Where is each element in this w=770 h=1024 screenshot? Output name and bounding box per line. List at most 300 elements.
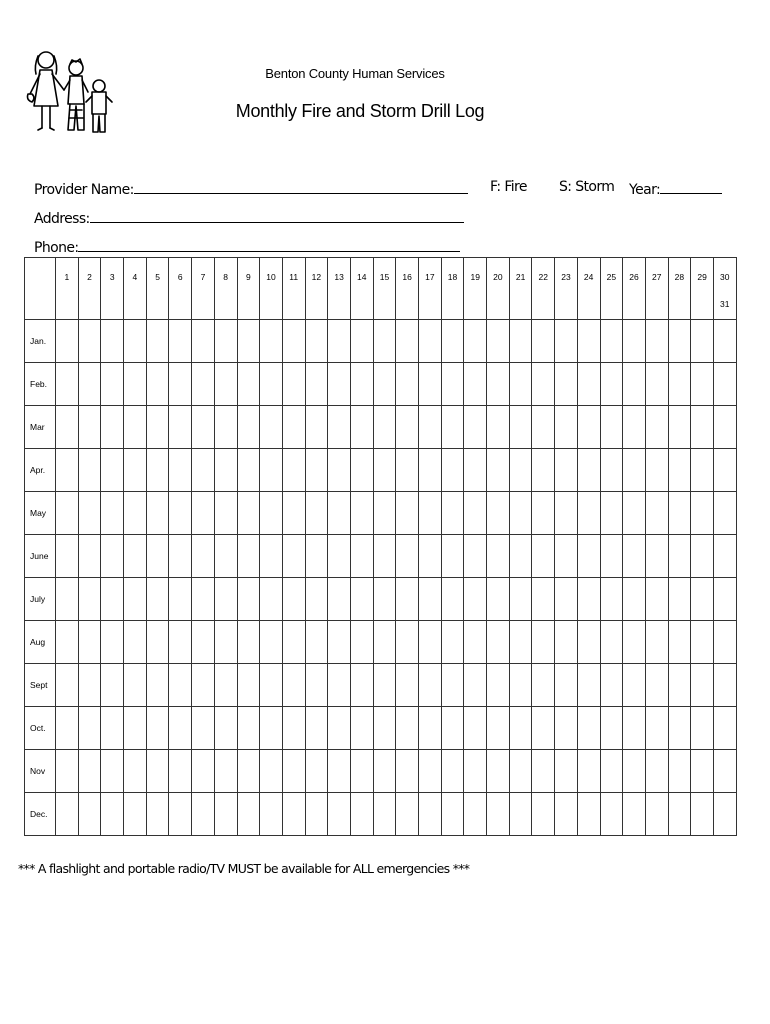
drill-entry-cell[interactable] xyxy=(214,363,237,406)
drill-entry-cell[interactable] xyxy=(645,707,668,750)
drill-entry-cell[interactable] xyxy=(532,492,555,535)
drill-entry-cell[interactable] xyxy=(645,621,668,664)
drill-entry-cell[interactable] xyxy=(487,664,510,707)
drill-entry-cell[interactable] xyxy=(350,320,373,363)
drill-entry-cell[interactable] xyxy=(78,707,101,750)
drill-entry-cell[interactable] xyxy=(623,535,646,578)
drill-entry-cell[interactable] xyxy=(169,621,192,664)
drill-entry-cell[interactable] xyxy=(577,750,600,793)
drill-entry-cell[interactable] xyxy=(419,707,442,750)
drill-entry-cell[interactable] xyxy=(396,578,419,621)
drill-entry-cell[interactable] xyxy=(645,578,668,621)
drill-entry-cell[interactable] xyxy=(260,578,283,621)
drill-entry-cell[interactable] xyxy=(577,664,600,707)
drill-entry-cell[interactable] xyxy=(396,320,419,363)
drill-entry-cell[interactable] xyxy=(373,793,396,836)
drill-entry-cell[interactable] xyxy=(532,578,555,621)
drill-entry-cell[interactable] xyxy=(713,492,736,535)
drill-entry-cell[interactable] xyxy=(328,707,351,750)
drill-entry-cell[interactable] xyxy=(192,664,215,707)
year-line[interactable] xyxy=(660,179,722,194)
drill-entry-cell[interactable] xyxy=(509,793,532,836)
drill-entry-cell[interactable] xyxy=(577,363,600,406)
drill-entry-cell[interactable] xyxy=(419,492,442,535)
drill-entry-cell[interactable] xyxy=(101,793,124,836)
drill-entry-cell[interactable] xyxy=(260,406,283,449)
drill-entry-cell[interactable] xyxy=(713,664,736,707)
drill-entry-cell[interactable] xyxy=(623,406,646,449)
drill-entry-cell[interactable] xyxy=(192,492,215,535)
drill-entry-cell[interactable] xyxy=(124,449,147,492)
drill-entry-cell[interactable] xyxy=(464,406,487,449)
drill-entry-cell[interactable] xyxy=(373,750,396,793)
drill-entry-cell[interactable] xyxy=(441,406,464,449)
drill-entry-cell[interactable] xyxy=(350,707,373,750)
provider-name-line[interactable] xyxy=(134,179,468,194)
drill-entry-cell[interactable] xyxy=(396,793,419,836)
drill-entry-cell[interactable] xyxy=(305,664,328,707)
drill-entry-cell[interactable] xyxy=(328,750,351,793)
drill-entry-cell[interactable] xyxy=(668,707,691,750)
drill-entry-cell[interactable] xyxy=(645,750,668,793)
drill-entry-cell[interactable] xyxy=(214,449,237,492)
drill-entry-cell[interactable] xyxy=(509,535,532,578)
drill-entry-cell[interactable] xyxy=(124,750,147,793)
drill-entry-cell[interactable] xyxy=(146,750,169,793)
drill-entry-cell[interactable] xyxy=(441,793,464,836)
drill-entry-cell[interactable] xyxy=(282,664,305,707)
drill-entry-cell[interactable] xyxy=(146,449,169,492)
drill-entry-cell[interactable] xyxy=(78,363,101,406)
drill-entry-cell[interactable] xyxy=(56,664,79,707)
drill-entry-cell[interactable] xyxy=(124,492,147,535)
drill-entry-cell[interactable] xyxy=(396,363,419,406)
drill-entry-cell[interactable] xyxy=(555,707,578,750)
drill-entry-cell[interactable] xyxy=(668,449,691,492)
drill-entry-cell[interactable] xyxy=(691,707,714,750)
drill-entry-cell[interactable] xyxy=(532,707,555,750)
drill-entry-cell[interactable] xyxy=(509,750,532,793)
drill-entry-cell[interactable] xyxy=(282,621,305,664)
drill-entry-cell[interactable] xyxy=(532,750,555,793)
drill-entry-cell[interactable] xyxy=(668,535,691,578)
drill-entry-cell[interactable] xyxy=(623,793,646,836)
drill-entry-cell[interactable] xyxy=(691,664,714,707)
drill-entry-cell[interactable] xyxy=(464,707,487,750)
drill-entry-cell[interactable] xyxy=(600,621,623,664)
drill-entry-cell[interactable] xyxy=(260,492,283,535)
drill-entry-cell[interactable] xyxy=(623,363,646,406)
drill-entry-cell[interactable] xyxy=(373,492,396,535)
drill-entry-cell[interactable] xyxy=(101,621,124,664)
drill-entry-cell[interactable] xyxy=(214,621,237,664)
drill-entry-cell[interactable] xyxy=(350,406,373,449)
drill-entry-cell[interactable] xyxy=(713,793,736,836)
drill-entry-cell[interactable] xyxy=(237,492,260,535)
drill-entry-cell[interactable] xyxy=(56,535,79,578)
drill-entry-cell[interactable] xyxy=(169,449,192,492)
drill-entry-cell[interactable] xyxy=(328,793,351,836)
drill-entry-cell[interactable] xyxy=(350,664,373,707)
drill-entry-cell[interactable] xyxy=(56,363,79,406)
drill-entry-cell[interactable] xyxy=(328,363,351,406)
drill-entry-cell[interactable] xyxy=(78,578,101,621)
drill-entry-cell[interactable] xyxy=(146,793,169,836)
drill-entry-cell[interactable] xyxy=(192,535,215,578)
drill-entry-cell[interactable] xyxy=(260,449,283,492)
drill-entry-cell[interactable] xyxy=(600,535,623,578)
drill-entry-cell[interactable] xyxy=(713,449,736,492)
drill-entry-cell[interactable] xyxy=(305,578,328,621)
drill-entry-cell[interactable] xyxy=(237,621,260,664)
drill-entry-cell[interactable] xyxy=(146,406,169,449)
drill-entry-cell[interactable] xyxy=(56,750,79,793)
drill-entry-cell[interactable] xyxy=(192,621,215,664)
drill-entry-cell[interactable] xyxy=(668,363,691,406)
drill-entry-cell[interactable] xyxy=(56,492,79,535)
drill-entry-cell[interactable] xyxy=(373,707,396,750)
drill-entry-cell[interactable] xyxy=(600,578,623,621)
drill-entry-cell[interactable] xyxy=(668,793,691,836)
drill-entry-cell[interactable] xyxy=(441,707,464,750)
drill-entry-cell[interactable] xyxy=(419,320,442,363)
drill-entry-cell[interactable] xyxy=(214,707,237,750)
drill-entry-cell[interactable] xyxy=(350,793,373,836)
drill-entry-cell[interactable] xyxy=(169,363,192,406)
drill-entry-cell[interactable] xyxy=(56,707,79,750)
drill-entry-cell[interactable] xyxy=(169,406,192,449)
drill-entry-cell[interactable] xyxy=(192,363,215,406)
drill-entry-cell[interactable] xyxy=(237,406,260,449)
drill-entry-cell[interactable] xyxy=(214,492,237,535)
drill-entry-cell[interactable] xyxy=(282,363,305,406)
drill-entry-cell[interactable] xyxy=(282,449,305,492)
drill-entry-cell[interactable] xyxy=(464,793,487,836)
drill-entry-cell[interactable] xyxy=(441,320,464,363)
drill-entry-cell[interactable] xyxy=(373,363,396,406)
drill-entry-cell[interactable] xyxy=(577,320,600,363)
drill-entry-cell[interactable] xyxy=(487,363,510,406)
drill-entry-cell[interactable] xyxy=(555,449,578,492)
drill-entry-cell[interactable] xyxy=(305,707,328,750)
drill-entry-cell[interactable] xyxy=(56,406,79,449)
year-field[interactable] xyxy=(629,179,722,198)
drill-entry-cell[interactable] xyxy=(350,363,373,406)
drill-entry-cell[interactable] xyxy=(419,621,442,664)
drill-entry-cell[interactable] xyxy=(487,535,510,578)
drill-entry-cell[interactable] xyxy=(464,750,487,793)
drill-entry-cell[interactable] xyxy=(691,363,714,406)
drill-entry-cell[interactable] xyxy=(373,578,396,621)
drill-entry-cell[interactable] xyxy=(419,664,442,707)
drill-entry-cell[interactable] xyxy=(350,578,373,621)
drill-entry-cell[interactable] xyxy=(668,406,691,449)
drill-entry-cell[interactable] xyxy=(487,578,510,621)
drill-entry-cell[interactable] xyxy=(441,449,464,492)
drill-entry-cell[interactable] xyxy=(600,707,623,750)
drill-entry-cell[interactable] xyxy=(645,793,668,836)
drill-entry-cell[interactable] xyxy=(260,793,283,836)
drill-entry-cell[interactable] xyxy=(600,363,623,406)
drill-entry-cell[interactable] xyxy=(577,621,600,664)
drill-entry-cell[interactable] xyxy=(713,750,736,793)
drill-entry-cell[interactable] xyxy=(487,492,510,535)
drill-entry-cell[interactable] xyxy=(555,535,578,578)
drill-entry-cell[interactable] xyxy=(668,492,691,535)
drill-entry-cell[interactable] xyxy=(237,578,260,621)
drill-entry-cell[interactable] xyxy=(555,664,578,707)
drill-entry-cell[interactable] xyxy=(691,406,714,449)
drill-entry-cell[interactable] xyxy=(146,578,169,621)
drill-entry-cell[interactable] xyxy=(396,664,419,707)
drill-entry-cell[interactable] xyxy=(464,621,487,664)
drill-entry-cell[interactable] xyxy=(328,320,351,363)
drill-entry-cell[interactable] xyxy=(555,750,578,793)
drill-entry-cell[interactable] xyxy=(237,793,260,836)
drill-entry-cell[interactable] xyxy=(56,621,79,664)
drill-entry-cell[interactable] xyxy=(237,707,260,750)
drill-entry-cell[interactable] xyxy=(713,535,736,578)
drill-entry-cell[interactable] xyxy=(78,535,101,578)
drill-entry-cell[interactable] xyxy=(509,492,532,535)
drill-entry-cell[interactable] xyxy=(328,449,351,492)
drill-entry-cell[interactable] xyxy=(509,406,532,449)
drill-entry-cell[interactable] xyxy=(101,492,124,535)
drill-entry-cell[interactable] xyxy=(192,406,215,449)
drill-entry-cell[interactable] xyxy=(555,492,578,535)
drill-entry-cell[interactable] xyxy=(487,449,510,492)
drill-entry-cell[interactable] xyxy=(101,449,124,492)
drill-entry-cell[interactable] xyxy=(419,793,442,836)
drill-entry-cell[interactable] xyxy=(101,363,124,406)
drill-entry-cell[interactable] xyxy=(328,535,351,578)
drill-entry-cell[interactable] xyxy=(668,664,691,707)
drill-entry-cell[interactable] xyxy=(464,449,487,492)
drill-entry-cell[interactable] xyxy=(555,320,578,363)
drill-entry-cell[interactable] xyxy=(509,320,532,363)
drill-entry-cell[interactable] xyxy=(56,320,79,363)
drill-entry-cell[interactable] xyxy=(78,793,101,836)
drill-entry-cell[interactable] xyxy=(600,664,623,707)
drill-entry-cell[interactable] xyxy=(56,793,79,836)
drill-entry-cell[interactable] xyxy=(441,664,464,707)
drill-entry-cell[interactable] xyxy=(441,750,464,793)
drill-entry-cell[interactable] xyxy=(645,492,668,535)
drill-entry-cell[interactable] xyxy=(623,320,646,363)
drill-entry-cell[interactable] xyxy=(192,320,215,363)
drill-entry-cell[interactable] xyxy=(328,578,351,621)
drill-entry-cell[interactable] xyxy=(532,621,555,664)
drill-entry-cell[interactable] xyxy=(373,449,396,492)
drill-entry-cell[interactable] xyxy=(260,664,283,707)
drill-entry-cell[interactable] xyxy=(101,664,124,707)
drill-entry-cell[interactable] xyxy=(305,406,328,449)
drill-entry-cell[interactable] xyxy=(373,621,396,664)
drill-entry-cell[interactable] xyxy=(623,707,646,750)
drill-entry-cell[interactable] xyxy=(419,406,442,449)
drill-entry-cell[interactable] xyxy=(192,750,215,793)
drill-entry-cell[interactable] xyxy=(713,320,736,363)
drill-entry-cell[interactable] xyxy=(282,406,305,449)
drill-entry-cell[interactable] xyxy=(487,750,510,793)
drill-entry-cell[interactable] xyxy=(237,664,260,707)
drill-entry-cell[interactable] xyxy=(78,449,101,492)
drill-entry-cell[interactable] xyxy=(101,707,124,750)
drill-entry-cell[interactable] xyxy=(350,750,373,793)
drill-entry-cell[interactable] xyxy=(691,750,714,793)
drill-entry-cell[interactable] xyxy=(328,492,351,535)
drill-entry-cell[interactable] xyxy=(691,535,714,578)
drill-entry-cell[interactable] xyxy=(487,320,510,363)
drill-entry-cell[interactable] xyxy=(282,793,305,836)
drill-entry-cell[interactable] xyxy=(350,535,373,578)
drill-entry-cell[interactable] xyxy=(487,793,510,836)
drill-entry-cell[interactable] xyxy=(124,664,147,707)
drill-entry-cell[interactable] xyxy=(373,406,396,449)
drill-entry-cell[interactable] xyxy=(146,621,169,664)
drill-entry-cell[interactable] xyxy=(373,664,396,707)
drill-entry-cell[interactable] xyxy=(623,578,646,621)
drill-entry-cell[interactable] xyxy=(691,578,714,621)
drill-entry-cell[interactable] xyxy=(214,578,237,621)
drill-entry-cell[interactable] xyxy=(101,578,124,621)
drill-entry-cell[interactable] xyxy=(623,449,646,492)
drill-entry-cell[interactable] xyxy=(214,320,237,363)
drill-entry-cell[interactable] xyxy=(464,535,487,578)
drill-entry-cell[interactable] xyxy=(577,578,600,621)
drill-entry-cell[interactable] xyxy=(282,707,305,750)
drill-entry-cell[interactable] xyxy=(78,320,101,363)
drill-entry-cell[interactable] xyxy=(441,535,464,578)
drill-entry-cell[interactable] xyxy=(600,406,623,449)
drill-entry-cell[interactable] xyxy=(577,535,600,578)
drill-entry-cell[interactable] xyxy=(464,492,487,535)
drill-entry-cell[interactable] xyxy=(282,320,305,363)
drill-entry-cell[interactable] xyxy=(441,363,464,406)
phone-line[interactable] xyxy=(78,237,460,252)
drill-entry-cell[interactable] xyxy=(600,793,623,836)
drill-entry-cell[interactable] xyxy=(713,578,736,621)
drill-entry-cell[interactable] xyxy=(532,320,555,363)
drill-entry-cell[interactable] xyxy=(101,320,124,363)
drill-entry-cell[interactable] xyxy=(509,707,532,750)
drill-entry-cell[interactable] xyxy=(350,621,373,664)
drill-entry-cell[interactable] xyxy=(532,363,555,406)
drill-entry-cell[interactable] xyxy=(260,535,283,578)
drill-entry-cell[interactable] xyxy=(124,578,147,621)
drill-entry-cell[interactable] xyxy=(305,535,328,578)
drill-entry-cell[interactable] xyxy=(305,750,328,793)
drill-entry-cell[interactable] xyxy=(464,578,487,621)
drill-entry-cell[interactable] xyxy=(78,664,101,707)
drill-entry-cell[interactable] xyxy=(305,320,328,363)
drill-entry-cell[interactable] xyxy=(192,578,215,621)
drill-entry-cell[interactable] xyxy=(260,363,283,406)
drill-entry-cell[interactable] xyxy=(101,535,124,578)
drill-entry-cell[interactable] xyxy=(260,621,283,664)
drill-entry-cell[interactable] xyxy=(532,793,555,836)
drill-entry-cell[interactable] xyxy=(668,621,691,664)
drill-entry-cell[interactable] xyxy=(419,449,442,492)
drill-entry-cell[interactable] xyxy=(713,406,736,449)
drill-entry-cell[interactable] xyxy=(577,449,600,492)
drill-entry-cell[interactable] xyxy=(396,449,419,492)
drill-entry-cell[interactable] xyxy=(532,406,555,449)
drill-entry-cell[interactable] xyxy=(78,621,101,664)
drill-entry-cell[interactable] xyxy=(305,492,328,535)
drill-entry-cell[interactable] xyxy=(192,449,215,492)
drill-entry-cell[interactable] xyxy=(214,793,237,836)
drill-entry-cell[interactable] xyxy=(124,406,147,449)
drill-entry-cell[interactable] xyxy=(305,793,328,836)
drill-entry-cell[interactable] xyxy=(192,707,215,750)
drill-entry-cell[interactable] xyxy=(555,621,578,664)
drill-entry-cell[interactable] xyxy=(645,535,668,578)
drill-entry-cell[interactable] xyxy=(282,492,305,535)
drill-entry-cell[interactable] xyxy=(146,363,169,406)
drill-entry-cell[interactable] xyxy=(691,621,714,664)
drill-entry-cell[interactable] xyxy=(509,621,532,664)
drill-entry-cell[interactable] xyxy=(396,750,419,793)
drill-entry-cell[interactable] xyxy=(169,535,192,578)
drill-entry-cell[interactable] xyxy=(146,664,169,707)
drill-entry-cell[interactable] xyxy=(600,320,623,363)
drill-entry-cell[interactable] xyxy=(124,535,147,578)
drill-entry-cell[interactable] xyxy=(487,621,510,664)
drill-entry-cell[interactable] xyxy=(441,578,464,621)
drill-entry-cell[interactable] xyxy=(555,406,578,449)
drill-entry-cell[interactable] xyxy=(691,492,714,535)
drill-entry-cell[interactable] xyxy=(396,492,419,535)
drill-entry-cell[interactable] xyxy=(419,535,442,578)
drill-entry-cell[interactable] xyxy=(396,621,419,664)
drill-entry-cell[interactable] xyxy=(328,621,351,664)
address-field[interactable] xyxy=(34,208,464,227)
drill-entry-cell[interactable] xyxy=(237,535,260,578)
drill-entry-cell[interactable] xyxy=(124,363,147,406)
drill-entry-cell[interactable] xyxy=(169,492,192,535)
drill-entry-cell[interactable] xyxy=(509,363,532,406)
drill-entry-cell[interactable] xyxy=(146,320,169,363)
drill-entry-cell[interactable] xyxy=(56,449,79,492)
drill-entry-cell[interactable] xyxy=(396,707,419,750)
phone-field[interactable] xyxy=(34,237,460,256)
drill-entry-cell[interactable] xyxy=(78,406,101,449)
drill-entry-cell[interactable] xyxy=(645,664,668,707)
drill-entry-cell[interactable] xyxy=(645,406,668,449)
drill-entry-cell[interactable] xyxy=(373,535,396,578)
drill-entry-cell[interactable] xyxy=(464,664,487,707)
drill-entry-cell[interactable] xyxy=(623,750,646,793)
drill-entry-cell[interactable] xyxy=(600,750,623,793)
drill-entry-cell[interactable] xyxy=(600,449,623,492)
drill-entry-cell[interactable] xyxy=(124,793,147,836)
drill-entry-cell[interactable] xyxy=(555,363,578,406)
drill-entry-cell[interactable] xyxy=(464,363,487,406)
drill-entry-cell[interactable] xyxy=(260,320,283,363)
drill-entry-cell[interactable] xyxy=(214,406,237,449)
drill-entry-cell[interactable] xyxy=(577,707,600,750)
drill-entry-cell[interactable] xyxy=(487,707,510,750)
drill-entry-cell[interactable] xyxy=(623,621,646,664)
drill-entry-cell[interactable] xyxy=(532,535,555,578)
drill-entry-cell[interactable] xyxy=(396,535,419,578)
drill-entry-cell[interactable] xyxy=(101,750,124,793)
address-line[interactable] xyxy=(90,208,464,223)
drill-entry-cell[interactable] xyxy=(78,750,101,793)
drill-entry-cell[interactable] xyxy=(237,320,260,363)
drill-entry-cell[interactable] xyxy=(169,707,192,750)
